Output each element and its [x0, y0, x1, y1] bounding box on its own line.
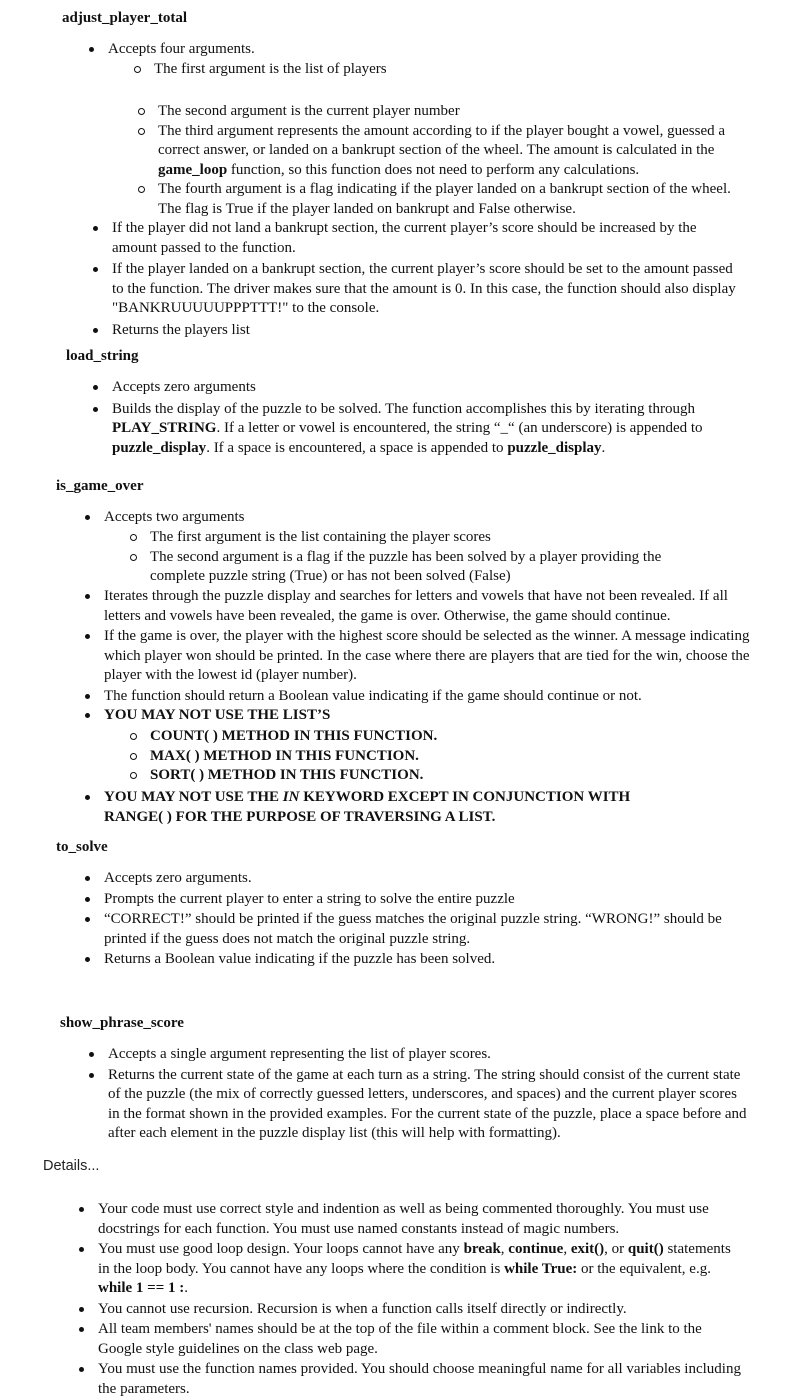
list-item: If the game is over, the player with the highest score should be selected as the winner. A message indicating which player won should be printed. In the case where there are players that are tied for the win, choose the player with the lowest id (player number).	[82, 627, 752, 686]
list-item: The first argument is the list of players	[132, 60, 742, 80]
bullet-list	[82, 508, 752, 528]
list-item: The second argument is the current player number	[136, 102, 740, 122]
section-title: show_phrase_score	[60, 1015, 184, 1031]
list-item: Accepts a single argument representing the list of player scores.	[86, 1045, 748, 1065]
list-item: The third argument represents the amount according to if the player bought a vowel, guessed a correct answer, or landed on a bankrupt section of the wheel. The amount is calculated in the game_loop function, so this function does not need to perform any calculations.	[136, 122, 740, 181]
list-item: Builds the display of the puzzle to be solved. The function accomplishes this by iterating through PLAY_STRING. If a letter or vowel is encountered, the string “_“ (an underscore) is appended to puzzle_display. If a space is encountered, a space is appended to puzzle_display.	[90, 400, 738, 459]
list-item: The function should return a Boolean value indicating if the game should continue or not.	[82, 687, 752, 707]
list-item: YOU MAY NOT USE THE LIST’S	[82, 706, 752, 726]
list-item: If the player did not land a bankrupt section, the current player’s score should be increased by the amount passed to the function.	[90, 219, 738, 258]
list-item: Returns a Boolean value indicating if the puzzle has been solved.	[82, 950, 752, 970]
bullet-list	[82, 869, 752, 970]
list-item: SORT( ) METHOD IN THIS FUNCTION.	[128, 766, 728, 786]
list-item: Prompts the current player to enter a string to solve the entire puzzle	[82, 890, 752, 910]
list-item: Accepts four arguments.	[86, 40, 746, 60]
list-item: Accepts zero arguments.	[82, 869, 752, 889]
list-item: Accepts two arguments	[82, 508, 752, 528]
list-item: The second argument is a flag if the puzzle has been solved by a player providing the complete puzzle string (True) or has not been solved (False)	[128, 548, 708, 587]
list-item: You must use the function names provided. You should choose meaningful name for all variables including the parameters.	[76, 1360, 746, 1399]
sub-list	[128, 727, 728, 786]
list-item: “CORRECT!” should be printed if the guess matches the original puzzle string. “WRONG!” should be printed if the guess does not match the original puzzle string.	[82, 910, 752, 949]
section-title: to_solve	[56, 839, 108, 855]
bullet-list	[76, 1200, 746, 1399]
list-item: Returns the current state of the game at each turn as a string. The string should consist of the current state of the puzzle (the mix of correctly guessed letters, underscores, and spaces) and the current player scores in the format shown in the provided examples. For the current state of the puzzle, place a space before and after each element in the puzzle display list (this will help with formatting).	[86, 1066, 748, 1144]
list-item: Your code must use correct style and indention as well as being commented thoroughly. You must use docstrings for each function. You must use named constants instead of magic numbers.	[76, 1200, 746, 1239]
bullet-list	[82, 587, 752, 726]
bullet-list	[90, 378, 738, 458]
list-item: You must use good loop design. Your loops cannot have any break, continue, exit(), or quit() statements in the loop body. You cannot have any loops where the condition is while True: or the equivalent, e.g. while 1 == 1 :.	[76, 1240, 746, 1299]
list-item: YOU MAY NOT USE THE IN KEYWORD EXCEPT IN CONJUNCTION WITH RANGE( ) FOR THE PURPOSE OF TRAVERSING A LIST.	[82, 788, 682, 827]
bullet-list	[82, 788, 682, 827]
bullet-list	[86, 1045, 748, 1144]
list-item: The first argument is the list containing the player scores	[128, 528, 708, 548]
list-item: COUNT( ) METHOD IN THIS FUNCTION.	[128, 727, 728, 747]
sub-list	[136, 102, 740, 219]
list-item: You cannot use recursion. Recursion is when a function calls itself directly or indirectly.	[76, 1300, 746, 1320]
list-item: All team members' names should be at the top of the file within a comment block. See the link to the Google style guidelines on the class web page.	[76, 1320, 746, 1359]
list-item: Returns the players list	[90, 321, 738, 341]
section-title: load_string	[66, 348, 139, 364]
sub-list	[132, 60, 742, 80]
sub-list	[128, 528, 708, 587]
list-item: Accepts zero arguments	[90, 378, 738, 398]
list-item: MAX( ) METHOD IN THIS FUNCTION.	[128, 747, 728, 767]
list-item: The fourth argument is a flag indicating if the player landed on a bankrupt section of the wheel. The flag is True if the player landed on bankrupt and False otherwise.	[136, 180, 740, 219]
bullet-list	[90, 219, 738, 340]
list-item: If the player landed on a bankrupt section, the current player’s score should be set to the amount passed to the function. The driver makes sure that the amount is 0. In this case, the function should also display "BANKRUUUUUPPPTTT!" to the console.	[90, 260, 738, 319]
list-item: Iterates through the puzzle display and searches for letters and vowels that have not been revealed. If all letters and vowels have been revealed, the game is over. Otherwise, the game should continue.	[82, 587, 752, 626]
section-title: adjust_player_total	[62, 10, 187, 26]
section-title: is_game_over	[56, 478, 144, 494]
details-heading: Details...	[43, 1158, 100, 1174]
bullet-list	[86, 40, 746, 60]
